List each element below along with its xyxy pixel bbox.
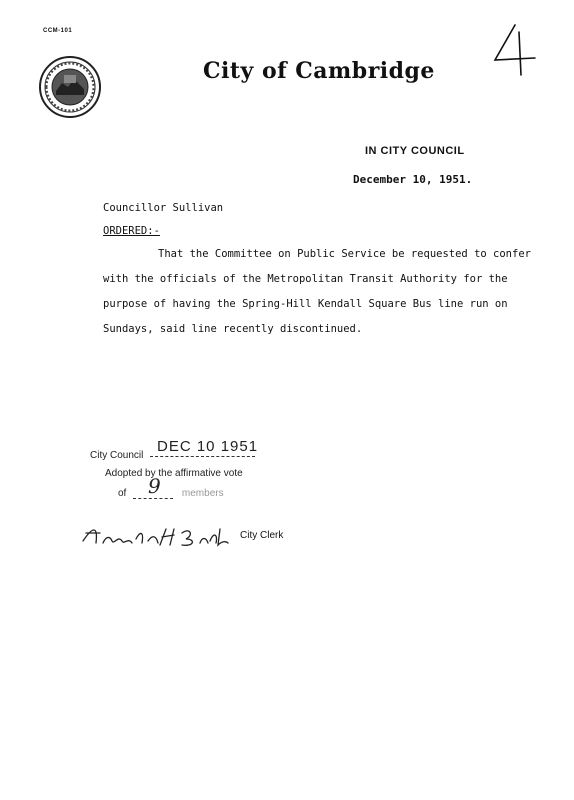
order-text-line: That the Committee on Public Service be requested to confer bbox=[158, 248, 531, 260]
handwritten-page-number bbox=[485, 20, 545, 80]
council-date: DEC 10 1951 bbox=[157, 438, 259, 455]
vote-count: 9 bbox=[148, 474, 161, 498]
adopted-label: Adopted by the affirmative vote bbox=[105, 468, 243, 479]
adoption-stamp bbox=[90, 438, 290, 508]
order-text-line: with the officials of the Metropolitan Transit Authority for the bbox=[103, 273, 508, 285]
ordered-label: ORDERED:- bbox=[103, 225, 160, 237]
vote-count-line bbox=[133, 498, 173, 499]
sponsor-name: Councillor Sullivan bbox=[103, 202, 224, 214]
members-label: members bbox=[181, 488, 224, 499]
order-text-line: purpose of having the Spring-Hill Kendall Square Bus line run on bbox=[103, 298, 508, 310]
meeting-date: December 10, 1951. bbox=[353, 173, 473, 186]
order-text-line: Sundays, said line recently discontinued. bbox=[103, 323, 363, 335]
council-heading: IN CITY COUNCIL bbox=[365, 145, 465, 157]
city-seal-icon bbox=[38, 55, 102, 119]
form-code: CCM-101 bbox=[43, 28, 73, 34]
date-line bbox=[150, 456, 255, 457]
clerk-title: City Clerk bbox=[240, 530, 284, 541]
of-label: of bbox=[118, 488, 127, 499]
letterhead-title: City of Cambridge bbox=[203, 58, 435, 84]
council-label: City Council bbox=[90, 450, 144, 461]
